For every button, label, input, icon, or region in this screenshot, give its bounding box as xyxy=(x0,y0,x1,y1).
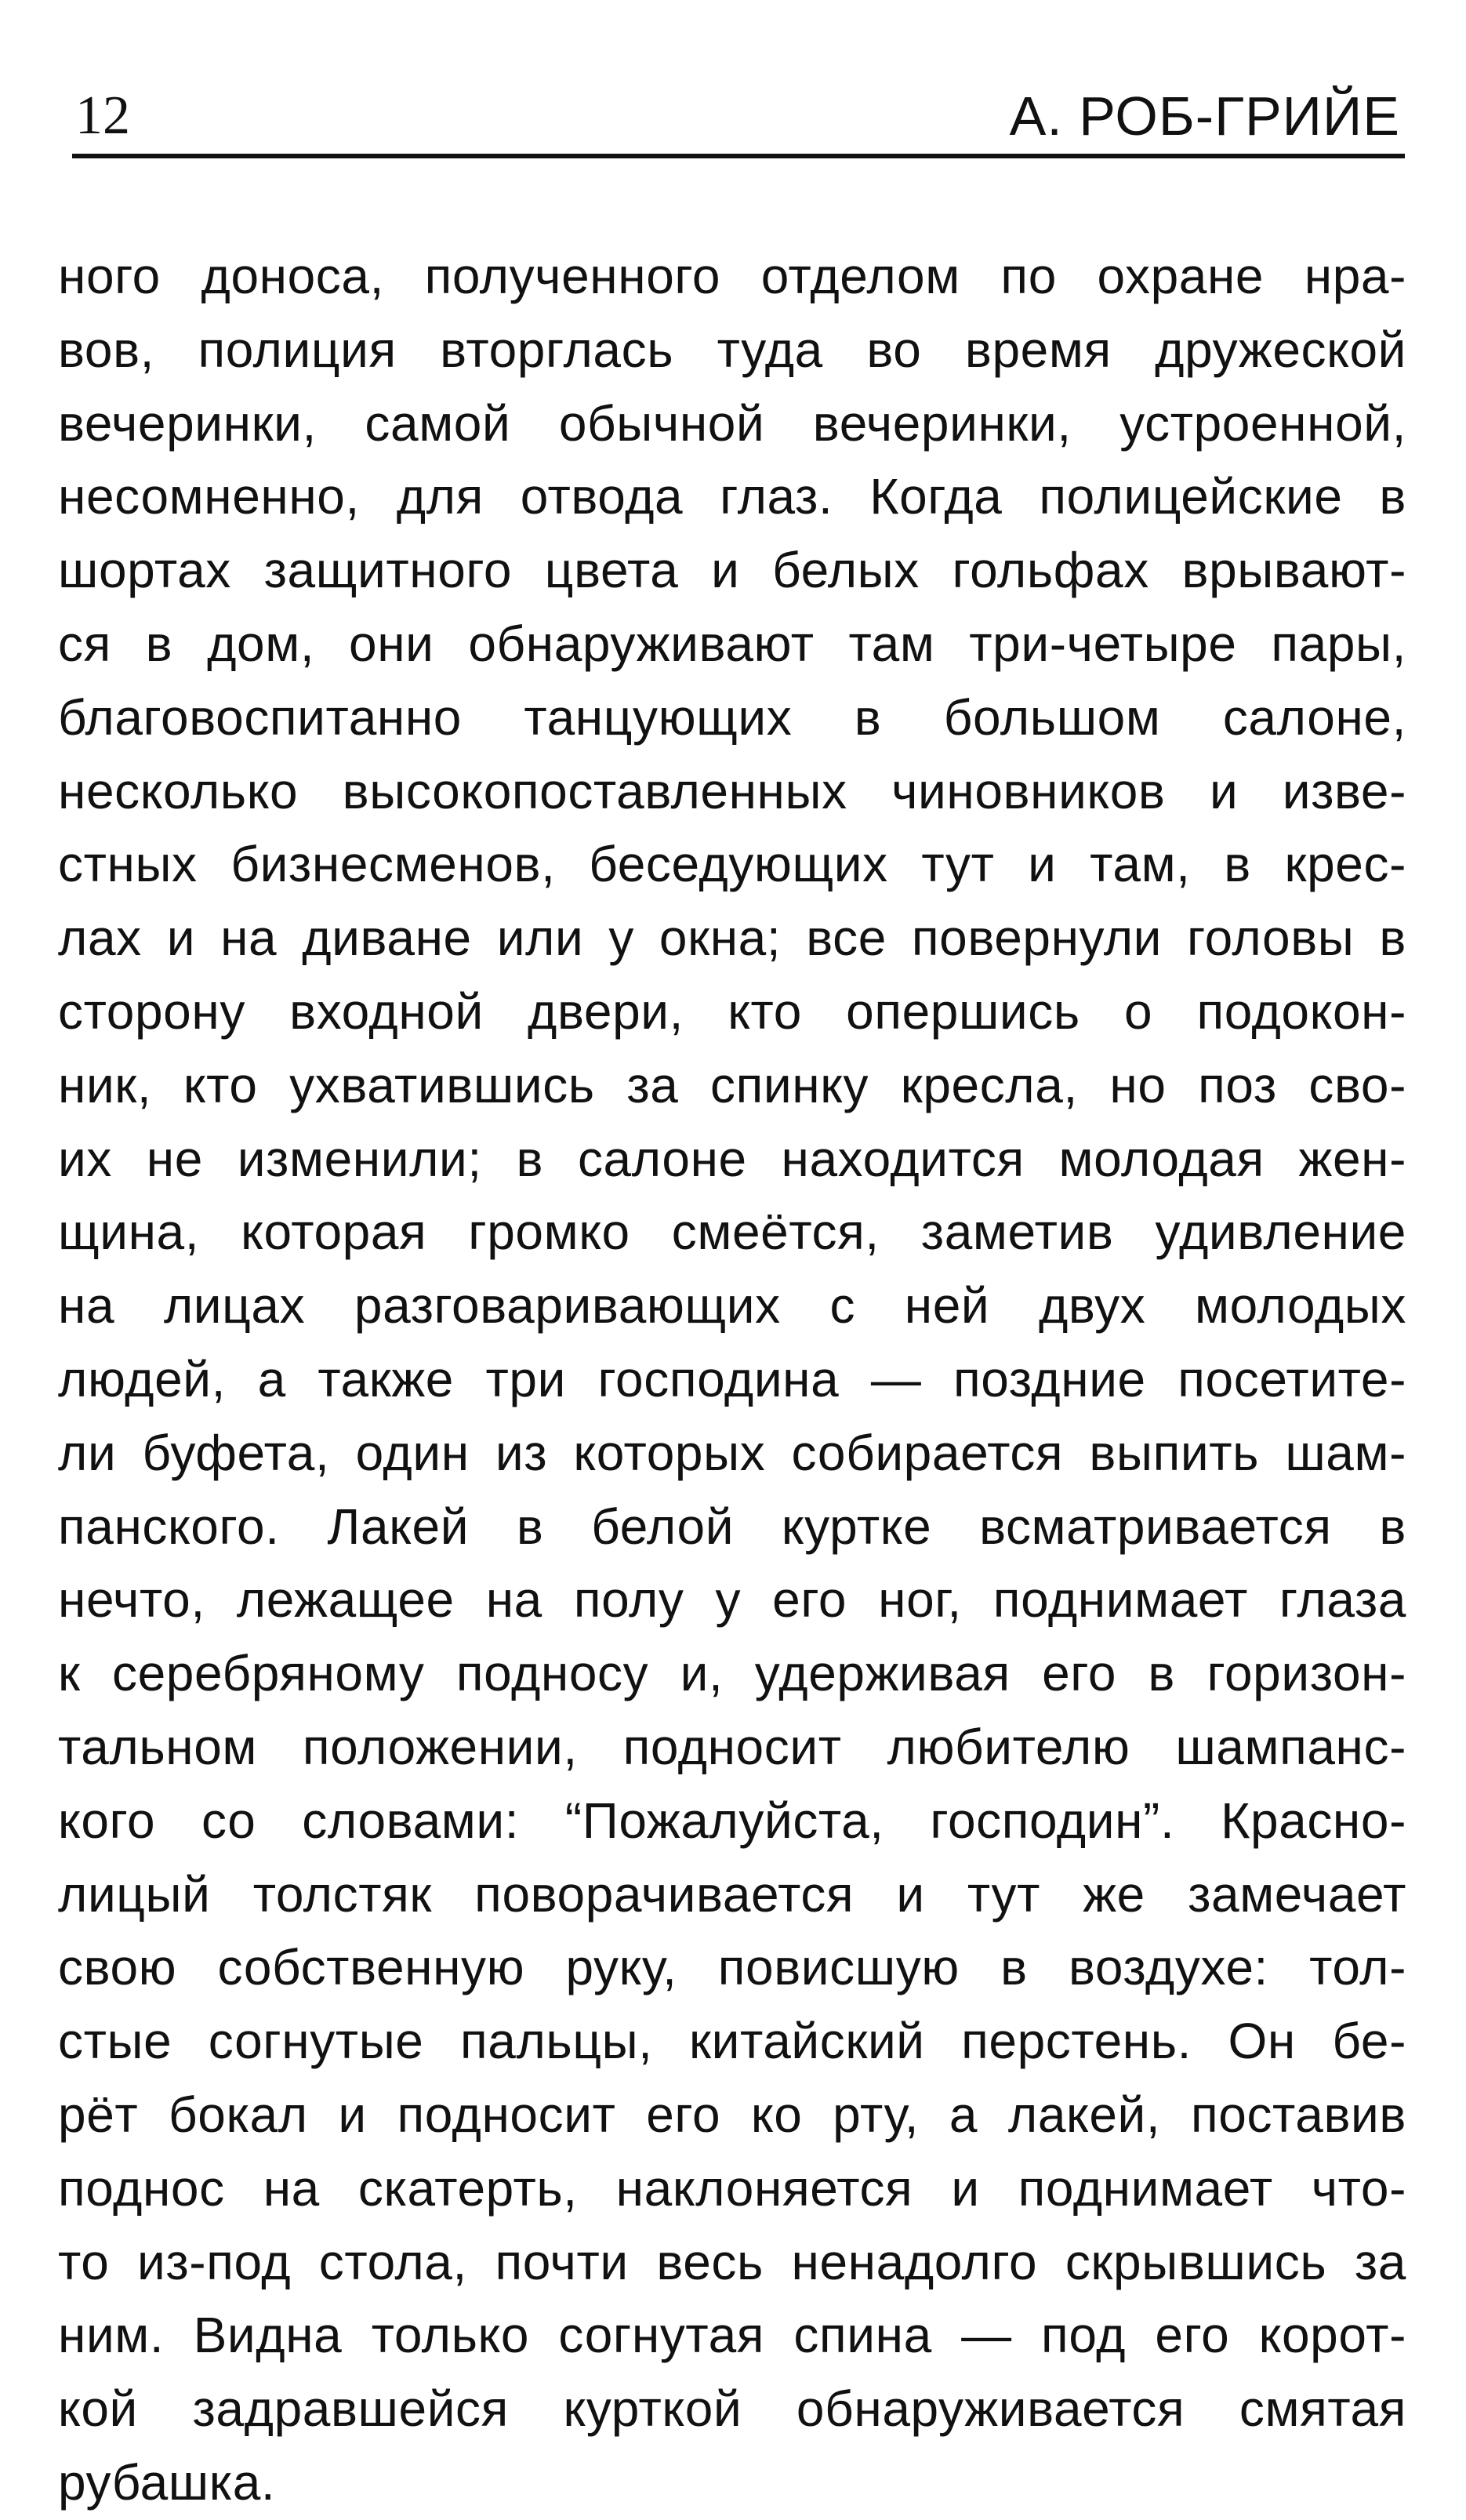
text-line: рубашка. xyxy=(58,2453,276,2511)
text-line: тальном положении, подносит любителю шампанс- xyxy=(58,1718,1406,1775)
text-line: рёт бокал и подносит его ко рту, а лакей, поставив xyxy=(58,2086,1406,2143)
text-line: ник, кто ухватившись за спинку кресла, но поз сво- xyxy=(58,1056,1406,1113)
text-line: нечто, лежащее на полу у его ног, поднимает глаза xyxy=(58,1571,1406,1629)
text-line: поднос на скатерть, наклоняется и поднимает что- xyxy=(58,2159,1406,2217)
text-line: лицый толстяк поворачивается и тут же замечает xyxy=(58,1865,1406,1923)
text-line: свою собственную руку, повисшую в воздухе: тол- xyxy=(58,1939,1406,1996)
text-line: кой задравшейся курткой обнаруживается смятая xyxy=(58,2380,1406,2438)
text-line: их не изменили; в салоне находится молодая жен- xyxy=(58,1130,1406,1187)
text-line: ного доноса, полученного отделом по охране нра- xyxy=(58,248,1406,304)
text-line: кого со словами: “Пожалуйста, господин”. Красно- xyxy=(58,1792,1406,1849)
text-line: благовоспитанно танцующих в большом салоне, xyxy=(58,688,1406,746)
text-line: шортах защитного цвета и белых гольфах врывают- xyxy=(58,542,1406,599)
text-line: несколько высокопоставленных чиновников и изве- xyxy=(58,762,1406,819)
text-line: несомненно, для отвода глаз. Когда полицейские в xyxy=(58,468,1406,525)
body-text xyxy=(58,240,1406,2520)
text-line: то из-под стола, почти весь ненадолго скрывшись за xyxy=(58,2233,1406,2290)
text-line: щина, которая громко смеётся, заметив удивление xyxy=(58,1204,1406,1261)
text-line: ли буфета, один из которых собирается выпить шам- xyxy=(58,1424,1406,1481)
text-line: на лицах разговаривающих с ней двух молодых xyxy=(58,1277,1406,1334)
page-header xyxy=(72,82,1405,158)
text-line: ним. Видна только согнутая спина — под его корот- xyxy=(58,2307,1406,2364)
page-number: 12 xyxy=(75,85,130,146)
text-line: панского. Лакей в белой куртке всматривается в xyxy=(58,1498,1406,1555)
text-line: к серебряному подносу и, удерживая его в горизон- xyxy=(58,1645,1406,1702)
running-head-author: А. РОБ-ГРИЙЕ xyxy=(1009,85,1400,147)
text-line: вечеринки, самой обычной вечеринки, устроенной, xyxy=(58,394,1406,452)
text-line: ся в дом, они обнаруживают там три-четыре пары, xyxy=(58,615,1406,672)
text-line: лах и на диване или у окна; все повернули головы в xyxy=(58,910,1406,967)
text-line: стые согнутые пальцы, китайский перстень. Он бе- xyxy=(58,2013,1406,2070)
text-line: сторону входной двери, кто опершись о подокон- xyxy=(58,982,1406,1040)
text-line: людей, а также три господина — поздние посетите- xyxy=(58,1350,1406,1407)
text-line: стных бизнесменов, беседующих тут и там, в крес- xyxy=(58,836,1406,893)
text-line: вов, полиция вторглась туда во время дружеской xyxy=(58,321,1406,378)
